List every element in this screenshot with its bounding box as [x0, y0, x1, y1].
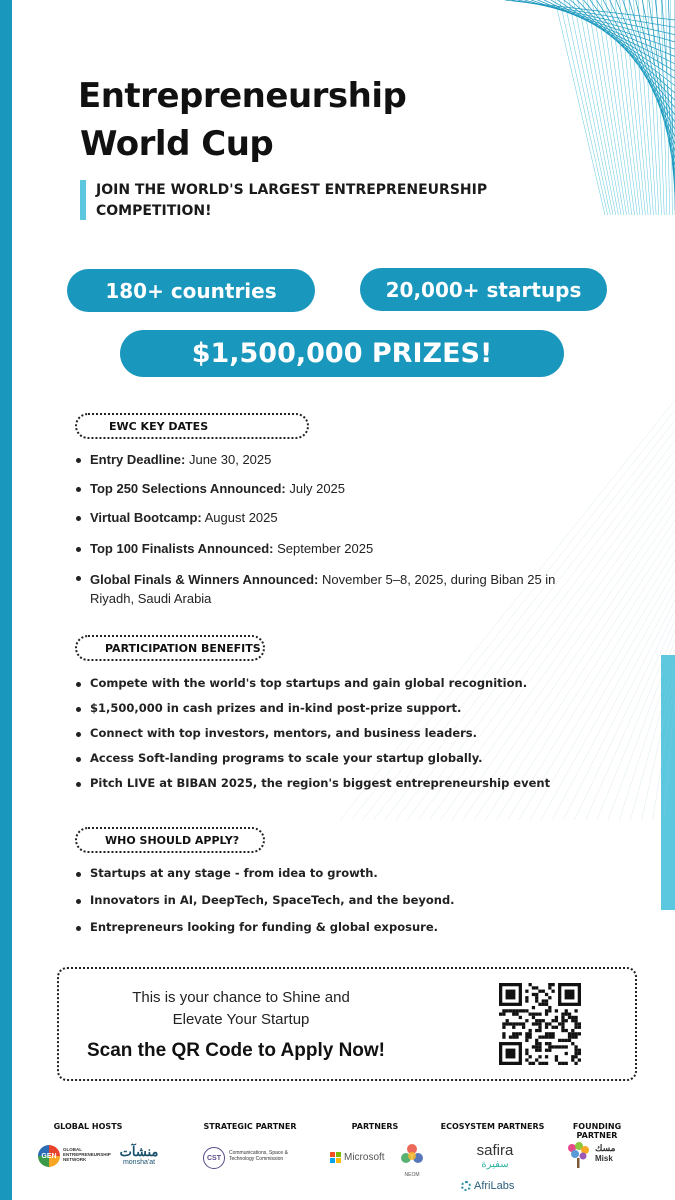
qr-module [574, 1045, 577, 1048]
qr-module [578, 1058, 581, 1061]
qr-module [535, 1022, 538, 1025]
cst-logo [203, 1147, 225, 1169]
qr-module [555, 1045, 558, 1048]
qr-module [548, 1045, 551, 1048]
qr-module [512, 1013, 515, 1016]
qr-module [574, 1049, 577, 1052]
benefits-heading: PARTICIPATION BENEFITS [75, 635, 265, 661]
qr-module [535, 1049, 538, 1052]
afrilabs-logo [461, 1180, 514, 1192]
qr-module [571, 1016, 574, 1019]
mesh-line [643, 0, 656, 215]
qr-module [545, 1026, 548, 1029]
monshaat-logo: منشآت monsha'at [116, 1145, 162, 1169]
qr-module [515, 1022, 518, 1025]
qr-module [555, 1019, 558, 1022]
safira-logo-text: safira [476, 1142, 514, 1159]
qr-module [551, 1035, 554, 1038]
qr-module [578, 1022, 581, 1025]
qr-module [535, 1019, 538, 1022]
qr-module [525, 1052, 528, 1055]
qr-module [558, 1022, 561, 1025]
qr-module [525, 999, 528, 1002]
qr-module [574, 1022, 577, 1025]
gen-logo-caption: GLOBAL ENTREPRENEURSHIP NETWORK [63, 1147, 111, 1162]
qr-module [512, 1032, 515, 1035]
mesh-line [544, 0, 675, 64]
qr-module [561, 1062, 564, 1065]
qr-module [565, 1062, 568, 1065]
mesh-line [575, 610, 675, 820]
list-item: $1,500,000 in cash prizes and in-kind post-prize support. [76, 701, 550, 715]
cst-logo-caption: Communications, Space & Technology Commission [229, 1150, 288, 1162]
qr-module [502, 1013, 505, 1016]
list-item [76, 452, 596, 467]
qr-module [545, 1022, 548, 1025]
qr-module [529, 1035, 532, 1038]
qr-module [561, 1029, 564, 1032]
mesh-line [653, 680, 675, 820]
neom-logo-text: NEOM [404, 1172, 420, 1178]
qr-module [578, 1032, 581, 1035]
list-item: Pitch LIVE at BIBAN 2025, the region's biggest entrepreneurship event [76, 776, 550, 790]
qr-module [578, 1049, 581, 1052]
date-label: Top 100 Finalists Announced: [90, 541, 274, 556]
qr-module [502, 1026, 505, 1029]
prizes-badge: $1,500,000 PRIZES! [120, 330, 564, 377]
qr-module [545, 1032, 548, 1035]
qr-module [502, 1035, 505, 1038]
qr-module [535, 1039, 538, 1042]
qr-module [574, 1035, 577, 1038]
qr-module [558, 1045, 561, 1048]
mesh-line [610, 0, 675, 137]
qr-module [532, 1062, 535, 1065]
date-value: August 2025 [201, 510, 278, 525]
qr-module [548, 986, 551, 989]
qr-module [571, 1055, 574, 1058]
qr-module [551, 1045, 554, 1048]
list-item: Startups at any stage - from idea to growth. [76, 866, 455, 880]
qr-module [548, 1042, 551, 1045]
misk-tree-icon [563, 1140, 593, 1170]
date-label: Top 250 Selections Announced: [90, 481, 286, 496]
qr-module [538, 1042, 541, 1045]
qr-module [509, 1009, 512, 1012]
qr-module [509, 1022, 512, 1025]
qr-module [555, 1055, 558, 1058]
qr-module [512, 1035, 515, 1038]
misk-logo: مسك Misk [563, 1140, 639, 1172]
qr-module [548, 996, 551, 999]
qr-module [571, 1019, 574, 1022]
qr-module [535, 1013, 538, 1016]
qr-module [568, 1035, 571, 1038]
qr-module [512, 1009, 515, 1012]
afrilabs-logo-text: AfriLabs [474, 1180, 515, 1192]
qr-module [545, 1035, 548, 1038]
qr-module [515, 1013, 518, 1016]
qr-module [555, 1026, 558, 1029]
qr-module [574, 1026, 577, 1029]
qr-module [571, 1029, 574, 1032]
qr-module [532, 1016, 535, 1019]
qr-module [555, 1009, 558, 1012]
microsoft-logo-text: Microsoft [344, 1152, 385, 1163]
qr-module [506, 1049, 516, 1059]
qr-module [565, 1013, 568, 1016]
who-list [76, 866, 455, 934]
qr-module [571, 1058, 574, 1061]
qr-module [506, 990, 516, 1000]
mesh-line [606, 0, 635, 215]
mesh-line [608, 640, 675, 820]
key-dates-list [76, 452, 596, 608]
qr-module [548, 1049, 551, 1052]
ecosystem-partners-label: ECOSYSTEM PARTNERS [440, 1122, 545, 1131]
qr-module [571, 1042, 574, 1045]
qr-module [522, 1009, 525, 1012]
qr-module [551, 990, 554, 993]
who-should-apply-heading: WHO SHOULD APPLY? [75, 827, 265, 853]
qr-module [568, 1016, 571, 1019]
qr-module [535, 993, 538, 996]
qr-module [535, 996, 538, 999]
qr-module [525, 996, 528, 999]
founding-partner-label: FOUNDING PARTNER [572, 1122, 622, 1140]
date-label: Virtual Bootcamp: [90, 510, 202, 525]
cta-line1: This is your chance to Shine and [132, 989, 350, 1006]
list-item: Access Soft-landing programs to scale your startup globally. [76, 751, 550, 765]
gen-logo [38, 1145, 60, 1167]
qr-module [548, 1032, 551, 1035]
qr-module [506, 1022, 509, 1025]
qr-module [538, 1035, 541, 1038]
qr-module [538, 1026, 541, 1029]
qr-module [529, 1029, 532, 1032]
qr-module [568, 1032, 571, 1035]
qr-module [532, 1022, 535, 1025]
mesh-line [578, 0, 618, 215]
qr-module [548, 983, 551, 986]
qr-module [542, 999, 545, 1002]
qr-module [529, 1032, 532, 1035]
qr-module [506, 1009, 509, 1012]
cta-action: Scan the QR Code to Apply Now! [86, 1040, 386, 1061]
qr-module [574, 1055, 577, 1058]
qr-module [519, 1022, 522, 1025]
qr-module [532, 1045, 535, 1048]
mesh-line [541, 580, 675, 820]
qr-module [561, 1039, 564, 1042]
qr-module [545, 1003, 548, 1006]
cst-logo-text: CST [207, 1154, 221, 1162]
qr-module [545, 1055, 548, 1058]
mesh-line [664, 690, 675, 820]
qr-module [545, 1013, 548, 1016]
qr-module [565, 1039, 568, 1042]
misk-logo-text: Misk [595, 1154, 613, 1163]
partners-label: PARTNERS [351, 1122, 399, 1131]
subtitle: JOIN THE WORLD'S LARGEST ENTREPRENEURSHIP COMPETITION! [96, 182, 488, 219]
qr-module [532, 986, 535, 989]
qr-module [502, 1022, 505, 1025]
qr-module [535, 1045, 538, 1048]
qr-module [568, 1039, 571, 1042]
qr-module [535, 1029, 538, 1032]
qr-module [555, 1058, 558, 1061]
qr-module [502, 1032, 505, 1035]
qr-module [548, 1022, 551, 1025]
qr-module [525, 990, 528, 993]
mesh-line [586, 620, 675, 820]
qr-module [545, 999, 548, 1002]
qr-module [551, 1026, 554, 1029]
list-item: Entrepreneurs looking for funding & global exposure. [76, 920, 455, 934]
date-label: Global Finals & Winners Announced: [90, 572, 319, 587]
countries-badge: 180+ countries [67, 269, 315, 312]
qr-module [565, 1009, 568, 1012]
qr-module [545, 1062, 548, 1065]
qr-module [538, 1062, 541, 1065]
list-item: Connect with top investors, mentors, and business leaders. [76, 726, 550, 740]
qr-module [519, 1016, 522, 1019]
qr-module [515, 1009, 518, 1012]
qr-module [525, 1039, 528, 1042]
benefits-list [76, 676, 550, 790]
qr-module [565, 1019, 568, 1022]
list-item [76, 481, 596, 496]
qr-module [545, 993, 548, 996]
qr-module [561, 1045, 564, 1048]
afrilabs-icon [461, 1181, 471, 1191]
qr-module [565, 1052, 568, 1055]
apply-cta-box [57, 967, 637, 1081]
mesh-line [638, 0, 653, 215]
qr-module [571, 1035, 574, 1038]
qr-module [574, 1032, 577, 1035]
qr-module [538, 1045, 541, 1048]
mesh-line [538, 0, 675, 57]
qr-module [535, 986, 538, 989]
qr-module [561, 1019, 564, 1022]
qr-module [499, 1013, 502, 1016]
mesh-line [560, 0, 608, 215]
qr-module [538, 1022, 541, 1025]
qr-module [535, 1042, 538, 1045]
list-item [76, 510, 596, 525]
date-label: Entry Deadline: [90, 452, 186, 467]
qr-module [542, 1019, 545, 1022]
qr-module [538, 1019, 541, 1022]
date-value: September 2025 [273, 541, 374, 556]
qr-module [529, 1062, 532, 1065]
qr-module [548, 1009, 551, 1012]
qr-module [561, 1013, 564, 1016]
qr-module [502, 1009, 505, 1012]
qr-module [515, 1035, 518, 1038]
page-title-line1: Entrepreneurship [78, 76, 407, 116]
qr-module [565, 990, 575, 1000]
strategic-partner-label: STRATEGIC PARTNER [203, 1122, 297, 1131]
qr-module [529, 1013, 532, 1016]
qr-module [515, 1032, 518, 1035]
microsoft-windows-icon [330, 1152, 341, 1163]
qr-module [565, 1029, 568, 1032]
neom-logo-icon [400, 1143, 424, 1167]
qr-module [532, 993, 535, 996]
qr-module [512, 1022, 515, 1025]
qr-module [574, 1052, 577, 1055]
qr-module [545, 1042, 548, 1045]
qr-module [542, 1062, 545, 1065]
qr-module [525, 1035, 528, 1038]
qr-module [561, 1026, 564, 1029]
qr-module [532, 1013, 535, 1016]
qr-module [538, 990, 541, 993]
qr-module [555, 1016, 558, 1019]
qr-module [532, 1006, 535, 1009]
qr-module [538, 1003, 541, 1006]
global-hosts-label: GLOBAL HOSTS [53, 1122, 123, 1131]
qr-module [525, 1049, 528, 1052]
qr-module [525, 1058, 528, 1061]
qr-module [529, 1055, 532, 1058]
qr-module [548, 1035, 551, 1038]
list-item: Compete with the world's top startups and gain global recognition. [76, 676, 550, 690]
qr-module [574, 1019, 577, 1022]
cta-line2: Elevate Your Startup [172, 1011, 310, 1028]
qr-module [571, 1032, 574, 1035]
qr-module [574, 1016, 577, 1019]
mesh-line [642, 670, 675, 820]
date-value: November 5–8, 2025, during Biban 25 in Riyadh, Saudi Arabia [90, 572, 556, 606]
gen-logo-text: GEN [41, 1152, 57, 1160]
qr-module [512, 1026, 515, 1029]
mesh-line [564, 0, 610, 215]
qr-module [542, 990, 545, 993]
qr-module [551, 983, 554, 986]
safira-logo: safira سفيرة [470, 1143, 520, 1170]
qr-module [551, 1032, 554, 1035]
date-value: June 30, 2025 [185, 452, 272, 467]
qr-module [538, 1029, 541, 1032]
qr-module [568, 1013, 571, 1016]
qr-module [525, 1032, 528, 1035]
qr-module [548, 1006, 551, 1009]
microsoft-logo [330, 1152, 385, 1163]
qr-module [542, 1035, 545, 1038]
date-value: July 2025 [285, 481, 346, 496]
list-item [76, 541, 596, 556]
qr-module [529, 983, 532, 986]
mesh-line [610, 0, 637, 215]
qr-module [506, 1019, 509, 1022]
qr-module [545, 1009, 548, 1012]
neom-logo [398, 1143, 426, 1177]
qr-module [574, 1062, 577, 1065]
qr-module [538, 1013, 541, 1016]
subtitle-accent-bar [80, 180, 86, 220]
mesh-line [647, 0, 659, 215]
qr-module [525, 1019, 528, 1022]
qr-module [574, 1009, 577, 1012]
qr-module [522, 1022, 525, 1025]
list-item [76, 570, 596, 608]
qr-module [561, 1016, 564, 1019]
startups-badge: 20,000+ startups [360, 268, 607, 311]
qr-module [558, 1062, 561, 1065]
qr-module [538, 1049, 541, 1052]
qr-module [519, 1032, 522, 1035]
mesh-line [597, 630, 675, 820]
list-item: Innovators in AI, DeepTech, SpaceTech, and the beyond. [76, 893, 455, 907]
qr-module [535, 1058, 538, 1061]
qr-module [519, 1009, 522, 1012]
key-dates-heading: EWC KEY DATES [75, 413, 309, 439]
mesh-line [563, 600, 675, 820]
qr-module [561, 1022, 564, 1025]
qr-module [578, 1026, 581, 1029]
qr-module [538, 1055, 541, 1058]
left-accent-bar [0, 0, 12, 1200]
page-title-line2: World Cup [80, 124, 274, 164]
qr-module [522, 1026, 525, 1029]
qr-module [578, 1052, 581, 1055]
qr-module [545, 1049, 548, 1052]
qr-module [565, 1045, 568, 1048]
qr-module [551, 1019, 554, 1022]
qr-module [525, 1009, 528, 1012]
qr-module [558, 1039, 561, 1042]
qr-module [535, 999, 538, 1002]
monshaat-logo-text: monsha'at [122, 1159, 156, 1166]
qr-module [509, 1035, 512, 1038]
qr-module [542, 1003, 545, 1006]
qr-code-icon[interactable] [499, 983, 581, 1065]
